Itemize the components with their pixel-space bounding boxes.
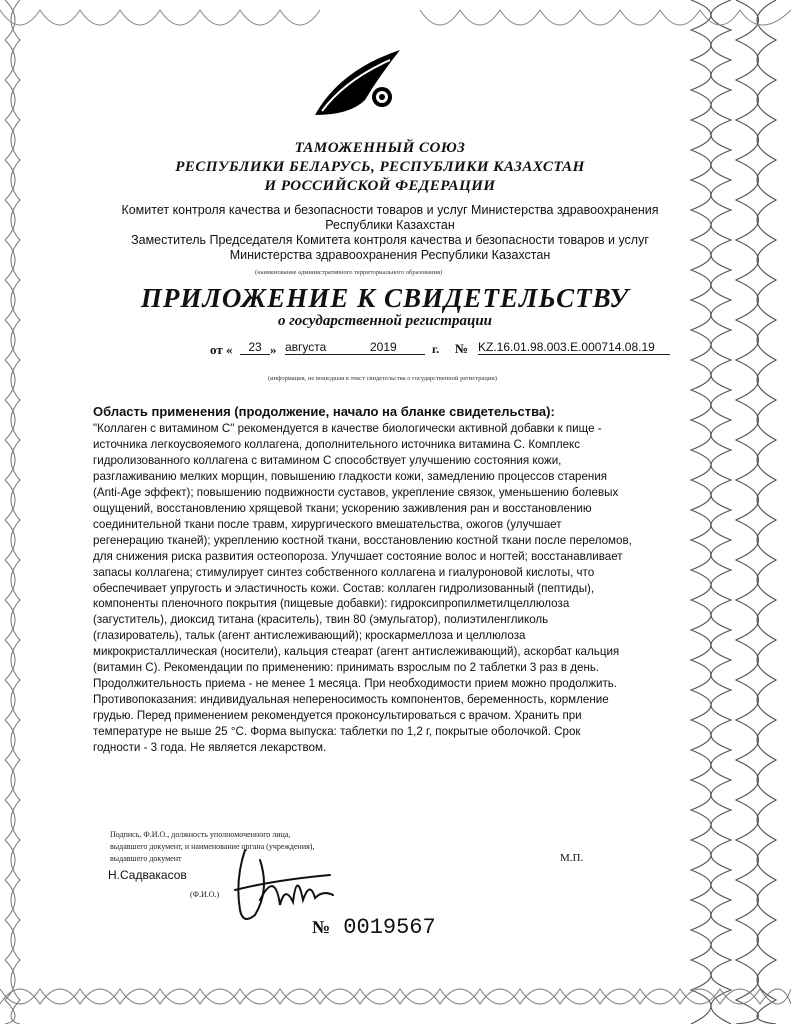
signature-caption-line-1: Подпись, Ф.И.О., должность уполномоченного лица, [110,830,291,839]
decorative-border-right [676,0,791,1024]
date-from-label: от « [210,342,233,357]
customs-union-emblem [310,45,410,125]
body-line: для снижения риска развития остеопороза. Улучшает состояние волос и ногтей; восстанавливает [93,549,623,563]
body-text [93,421,663,756]
date-no-label: № [455,341,469,356]
info-caption: (информация, не вошедшая в текст свидетельства о государственной регистрации) [268,375,497,382]
signature-caption-line-3: выдавшего документ [110,854,182,863]
body-line: компоненты пленочного покрытия (пищевые добавки): гидроксипропилметилцеллюлоза [93,597,570,611]
body-line: грудью. Перед применением рекомендуется проконсультироваться с врачом. Хранить при [93,709,582,723]
body-line: соединительной ткани после травм, хирургического вмешательства, ожогов (улучшает [93,517,562,531]
form-number [312,915,436,940]
header-line-3: И РОССИЙСКОЙ ФЕДЕРАЦИИ [264,178,496,194]
registration-number: KZ.16.01.98.003.E.000714.08.19 [478,340,670,355]
body-line: ощущений, восстановлению хрящевой ткани; ускорению заживления ран и восстановлению [93,501,592,515]
document-title: ПРИЛОЖЕНИЕ К СВИДЕТЕЛЬСТВУ [140,283,630,313]
stamp-place-label: М.П. [560,852,584,864]
header-line-2: РЕСПУБЛИКИ БЕЛАРУСЬ, РЕСПУБЛИКИ КАЗАХСТАН [175,159,585,175]
committee-line-1: Комитет контроля качества и безопасности товаров и услуг Министерства здравоохранения [121,203,659,217]
body-line: годности - 3 года. Не является лекарством. [93,741,327,755]
date-year: 2019 [370,340,397,354]
body-line: (Anti-Age эффект); повышению подвижности суставов, укрепление связок, уменьшению болевых [93,485,619,499]
committee-line-2: Республики Казахстан [325,218,455,232]
fio-caption: (Ф.И.О.) [190,890,220,899]
date-g-label: г. [432,342,440,356]
date-line [210,340,670,360]
signature-caption-line-2: выдавшего документ, и наименование органа (учреждения), [110,842,315,851]
date-month: августа [285,340,425,355]
body-line: "Коллаген с витамином С" рекомендуется в качестве биологически активной добавки к пище - [93,422,602,435]
form-number-value: 0019567 [343,915,436,940]
date-day: 23 [240,340,270,355]
body-line: температуре не выше 25 °С. Форма выпуска: таблетки по 1,2 г, покрытые оболочкой. Срок [93,725,581,739]
committee-line-3: Заместитель Председателя Комитета контроля качества и безопасности товаров и услуг [131,233,649,247]
body-line: (глазирователь), тальк (агент антислеживающий); кроскармеллоза и целлюлоза [93,629,526,643]
committee-caption: (наименование административного территориального образования) [255,269,443,276]
decorative-border-bottom [0,964,791,1024]
body-line: источника легкоусвояемого коллагена, дополнительного источника витамина С. Комплекс [93,437,581,451]
body-line: Продолжительность приема - не менее 1 месяца. При необходимости прием можно продолжить. [93,677,618,691]
form-number-prefix: № [312,917,331,937]
decorative-border-left [0,0,30,1024]
body-line: (витамин С). Рекомендации по применению: принимать взрослым по 2 таблетки 3 раз в день. [93,661,600,675]
section-title: Область применения (продолжение, начало на бланке свидетельства): [93,404,555,419]
body-line: (загуститель), диоксид титана (краситель), твин 80 (эмульгатор), полиэтиленгликоль [93,613,549,627]
body-line: запасы коллагена; стимулирует синтез собственного коллагена и гиалуроновой кислоты, что [93,565,595,579]
body-line: регенерацию тканей); укреплению костной ткани, восстановлению костной ткани после переломов, [93,533,632,547]
body-line: гидролизованного коллагена с витамином С способствует улучшению состояния кожи, [93,453,562,467]
date-close-quote: » [270,342,277,357]
header-line-1: ТАМОЖЕННЫЙ СОЮЗ [294,140,466,156]
signer-name: Н.Садвакасов [108,868,187,882]
document-subtitle: о государственной регистрации [277,313,493,329]
body-line: обеспечивает упругость и эластичность кожи. Состав: коллаген гидролизованный (пептиды), [93,581,595,595]
body-line: микрокристаллическая (носители), кальция стеарат (агент антислеживающий), аскорбат кальция [93,645,620,659]
committee-line-4: Министерства здравоохранения Республики Казахстан [229,248,551,262]
body-line: разглаживанию мелких морщин, повышению гладкости кожи, замедлению процессов старения [93,469,608,483]
body-line: Противопоказания: индивидуальная непереносимость компонентов, беременность, кормление [93,693,609,707]
